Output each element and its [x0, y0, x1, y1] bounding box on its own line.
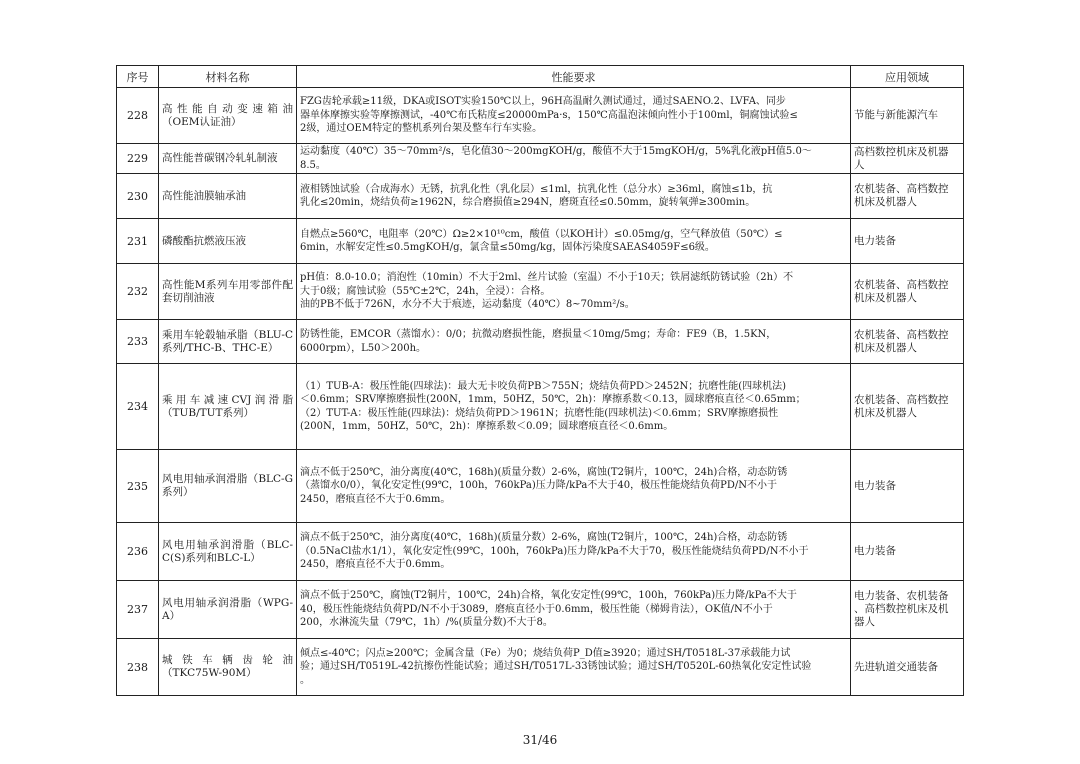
application-line: 机床及机器人 — [854, 196, 917, 208]
requirement-line: 滴点不低于250℃，油分离度(40℃，168h)(质量分数）2-6%，腐蚀(T2铜片，100℃，24h)合格，动态防锈 — [300, 466, 788, 478]
material-name-text: 乘用车减速CVJ润滑脂（TUB/TUT系列） — [162, 393, 293, 419]
performance-requirement-cell — [297, 523, 851, 581]
application-line: 电力装备 — [854, 479, 896, 492]
material-name-cell — [159, 639, 297, 696]
requirement-line: 滴点不低于250℃，油分离度(40℃，168h)(质量分数）2-6%，腐蚀(T2铜片，100℃，24h)合格，动态防锈 — [300, 532, 788, 544]
header-index: 序号 — [117, 66, 159, 88]
table-row — [117, 174, 964, 219]
material-name-cell — [159, 144, 297, 174]
application-field-cell — [851, 174, 964, 219]
performance-requirement-cell — [297, 264, 851, 320]
row-index: 229 — [117, 144, 159, 174]
material-name-text: 高性能自动变速箱油（OEM认证油） — [162, 102, 293, 128]
application-field-cell — [851, 219, 964, 264]
table-row — [117, 450, 964, 523]
table-row — [117, 581, 964, 639]
performance-requirement-cell — [297, 639, 851, 696]
material-name-text: 风电用轴承润滑脂（BLC-C(S)系列和BLC-L） — [162, 538, 293, 564]
application-field-cell — [851, 364, 964, 450]
requirement-line: 8.5。 — [300, 159, 326, 171]
requirement-line: ＜0.6mm；SRV摩擦磨损性(200N，1mm，50HZ，50℃，2h)：摩擦系数＜0.13，圆球磨痕直径＜0.65mm； — [300, 394, 806, 405]
requirement-line: 。 — [300, 674, 310, 686]
requirement-line: (200N，1mm，50HZ，50℃，2h)：摩擦系数＜0.09；圆球磨痕直径＜0.6mm。 — [300, 421, 674, 432]
row-index: 235 — [117, 450, 159, 523]
table-row — [117, 264, 964, 320]
header-performance-requirement: 性能要求 — [297, 66, 851, 88]
table-row — [117, 144, 964, 174]
table-row — [117, 219, 964, 264]
requirement-line: 器单体摩擦实验等摩擦测试，-40℃布氏粘度≤20000mPa·s，150℃高温泡沫倾向性小于100ml，铜腐蚀试验≤ — [300, 109, 798, 121]
material-name-text: 高性能M系列车用零部件配套切削油液 — [162, 278, 293, 304]
application-field-cell — [851, 88, 964, 144]
application-field-cell — [851, 639, 964, 696]
performance-requirement-cell — [297, 581, 851, 639]
requirement-line: 防锈性能，EMCOR（蒸馏水）：0/0；抗微动磨损性能，磨损量＜10mg/5mg；寿命：FE9（B，1.5KN， — [300, 329, 777, 340]
application-line: 高档数控机床及机器 — [854, 145, 949, 158]
material-name-text: 高性能油膜轴承油 — [162, 189, 246, 202]
page-number: 31/46 — [522, 733, 558, 747]
requirement-line: 2450，磨痕直径不大于0.6mm。 — [300, 493, 451, 505]
material-name-cell — [159, 523, 297, 581]
table-row — [117, 523, 964, 581]
requirement-line: （2）TUT-A：极压性能(四球法)：烧结负荷PD＞1961N；抗磨性能(四球机法)＜0.6mm；SRV摩擦磨损性 — [300, 407, 779, 419]
application-line: 农机装备、高档数控 — [854, 183, 949, 195]
row-index: 233 — [117, 320, 159, 364]
row-index: 232 — [117, 264, 159, 320]
requirement-line: 6min，水解安定性≤0.5mgKOH/g，氯含量≤50mg/kg，固体污染度SAEAS4059F≤6级。 — [300, 242, 715, 253]
material-name-text: 风电用轴承润滑脂（WPG-A） — [162, 596, 293, 622]
application-line: 机床及机器人 — [854, 291, 917, 304]
application-line: 电力装备、农机装备 — [854, 590, 949, 602]
application-line: 器人 — [854, 616, 875, 628]
application-field-cell — [851, 264, 964, 320]
material-name-text: 磷酸酯抗燃液压液 — [162, 234, 246, 247]
application-line: 节能与新能源汽车 — [854, 109, 938, 121]
table-row — [117, 320, 964, 364]
application-field-cell — [851, 320, 964, 364]
requirement-line: 乳化≤20min，烧结负荷≥1962N，综合磨损值≥294N，磨斑直径≤0.50mm，旋转氧弹≥300min。 — [300, 197, 756, 208]
requirement-line: 运动黏度（40℃）35～70mm²/s，皂化值30～200mgKOH/g，酸值不大于15mgKOH/g，5%乳化液pH值5.0～ — [300, 146, 812, 157]
application-line: 人 — [854, 158, 865, 171]
materials-spec-table — [116, 65, 964, 696]
material-name-cell — [159, 450, 297, 523]
material-name-cell — [159, 581, 297, 639]
requirement-line: （0.5NaCl盐水1/1），氧化安定性(99℃，100h，760kPa)压力降/kPa不大于70，极压性能烧结负荷PD/N不小于 — [300, 545, 809, 557]
material-name-text: 乘用车轮毂轴承脂（BLU-C系列/THC-B、THC-E） — [162, 328, 293, 354]
requirement-line: 6000rpm），L50＞200h。 — [300, 342, 427, 354]
requirement-line: （蒸馏水0/0），氧化安定性(99℃，100h，760kPa)压力降/kPa不大于40，极压性能烧结负荷PD/N不小于 — [300, 480, 777, 492]
material-name-cell — [159, 88, 297, 144]
material-name-cell — [159, 174, 297, 219]
table-row — [117, 364, 964, 450]
requirement-line: 油的PB不低于726N，水分不大于痕迹，运动黏度（40℃）8~70mm²/s。 — [300, 299, 635, 311]
row-index: 230 — [117, 174, 159, 219]
requirement-line: 液相锈蚀试验（合成海水）无锈，抗乳化性（乳化层）≤1ml，抗乳化性（总分水）≥36ml，腐蚀≤1b，抗 — [300, 183, 773, 195]
requirement-line: 验；通过SH/T0519L-42抗擦伤性能试验；通过SH/T0517L-33锈蚀试验；通过SH/T0520L-60热氧化安定性试验 — [300, 661, 812, 673]
performance-requirement-cell — [297, 450, 851, 523]
row-index: 228 — [117, 88, 159, 144]
row-index: 237 — [117, 581, 159, 639]
row-index: 234 — [117, 364, 159, 450]
requirement-line: 大于0级；腐蚀试验（55℃±2℃，24h，全浸）：合格。 — [300, 285, 551, 297]
application-line: 电力装备 — [854, 234, 896, 247]
header-material-name: 材料名称 — [159, 66, 297, 88]
requirement-line: 倾点≤-40℃；闪点≥200℃；金属含量（Fe）为0；烧结负荷P_D值≥3920；通过SH/T0518L-37承载能力试 — [300, 647, 791, 659]
material-name-cell — [159, 320, 297, 364]
row-index: 236 — [117, 523, 159, 581]
table-row — [117, 639, 964, 696]
header-application-field: 应用领域 — [851, 66, 964, 88]
material-name-cell — [159, 364, 297, 450]
requirement-line: 40，极压性能烧结负荷PD/N不小于3089，磨痕直径小于0.6mm，极压性能（梯姆肯法），OK值/N不小于 — [300, 603, 773, 615]
application-line: 机床及机器人 — [854, 341, 917, 354]
requirement-line: 2450，磨痕直径不大于0.6mm。 — [300, 559, 451, 571]
application-line: 农机装备、高档数控 — [854, 278, 949, 291]
application-line: 先进轨道交通装备 — [854, 660, 938, 673]
material-name-text: 城铁车辆齿轮油（TKC75W-90M） — [162, 654, 293, 679]
material-name-text: 高性能普碳钢冷轧轧制液 — [162, 152, 278, 164]
table-header-row — [117, 66, 964, 88]
performance-requirement-cell — [297, 174, 851, 219]
application-field-cell — [851, 450, 964, 523]
requirement-line: pH值：8.0-10.0；消泡性（10min）不大于2ml、丝片试验（室温）不小于10天；铁屑滤纸防锈试验（2h）不 — [300, 272, 794, 284]
application-line: 农机装备、高档数控 — [854, 393, 949, 406]
application-line: 、高档数控机床及机 — [854, 603, 949, 615]
application-field-cell — [851, 581, 964, 639]
performance-requirement-cell — [297, 320, 851, 364]
row-index: 238 — [117, 639, 159, 696]
requirement-line: FZG齿轮承载≥11级，DKA或ISOT实验150℃以上，96H高温耐久测试通过，通过SAENO.2、LVFA、同步 — [300, 96, 786, 108]
application-field-cell — [851, 144, 964, 174]
requirement-line: （1）TUB-A：极压性能(四球法)：最大无卡咬负荷PB＞755N；烧结负荷PD＞2452N；抗磨性能(四球机法) — [300, 380, 787, 392]
performance-requirement-cell — [297, 88, 851, 144]
material-name-cell — [159, 264, 297, 320]
performance-requirement-cell — [297, 144, 851, 174]
table-row — [117, 88, 964, 144]
application-line: 电力装备 — [854, 545, 896, 557]
application-line: 机床及机器人 — [854, 406, 917, 419]
performance-requirement-cell — [297, 219, 851, 264]
application-line: 农机装备、高档数控 — [854, 328, 949, 341]
requirement-line: 200，水淋流失量（79℃，1h）/%(质量分数)不大于8。 — [300, 617, 553, 629]
requirement-line: 2级，通过OEM特定的整机系列台架及整车行车实验。 — [300, 123, 543, 135]
application-field-cell — [851, 523, 964, 581]
performance-requirement-cell — [297, 364, 851, 450]
material-name-cell — [159, 219, 297, 264]
requirement-line: 滴点不低于250℃，腐蚀(T2铜片，100℃，24h)合格，氧化安定性(99℃，100h，760kPa)压力降/kPa不大于 — [300, 590, 797, 602]
material-name-text: 风电用轴承润滑脂（BLC-G系列） — [162, 473, 293, 498]
row-index: 231 — [117, 219, 159, 264]
requirement-line: 自燃点≥560℃，电阻率（20℃）Ω≥2×10¹⁰cm，酸值（以KOH计）≤0.05mg/g，空气释放值（50℃）≤ — [300, 228, 783, 240]
